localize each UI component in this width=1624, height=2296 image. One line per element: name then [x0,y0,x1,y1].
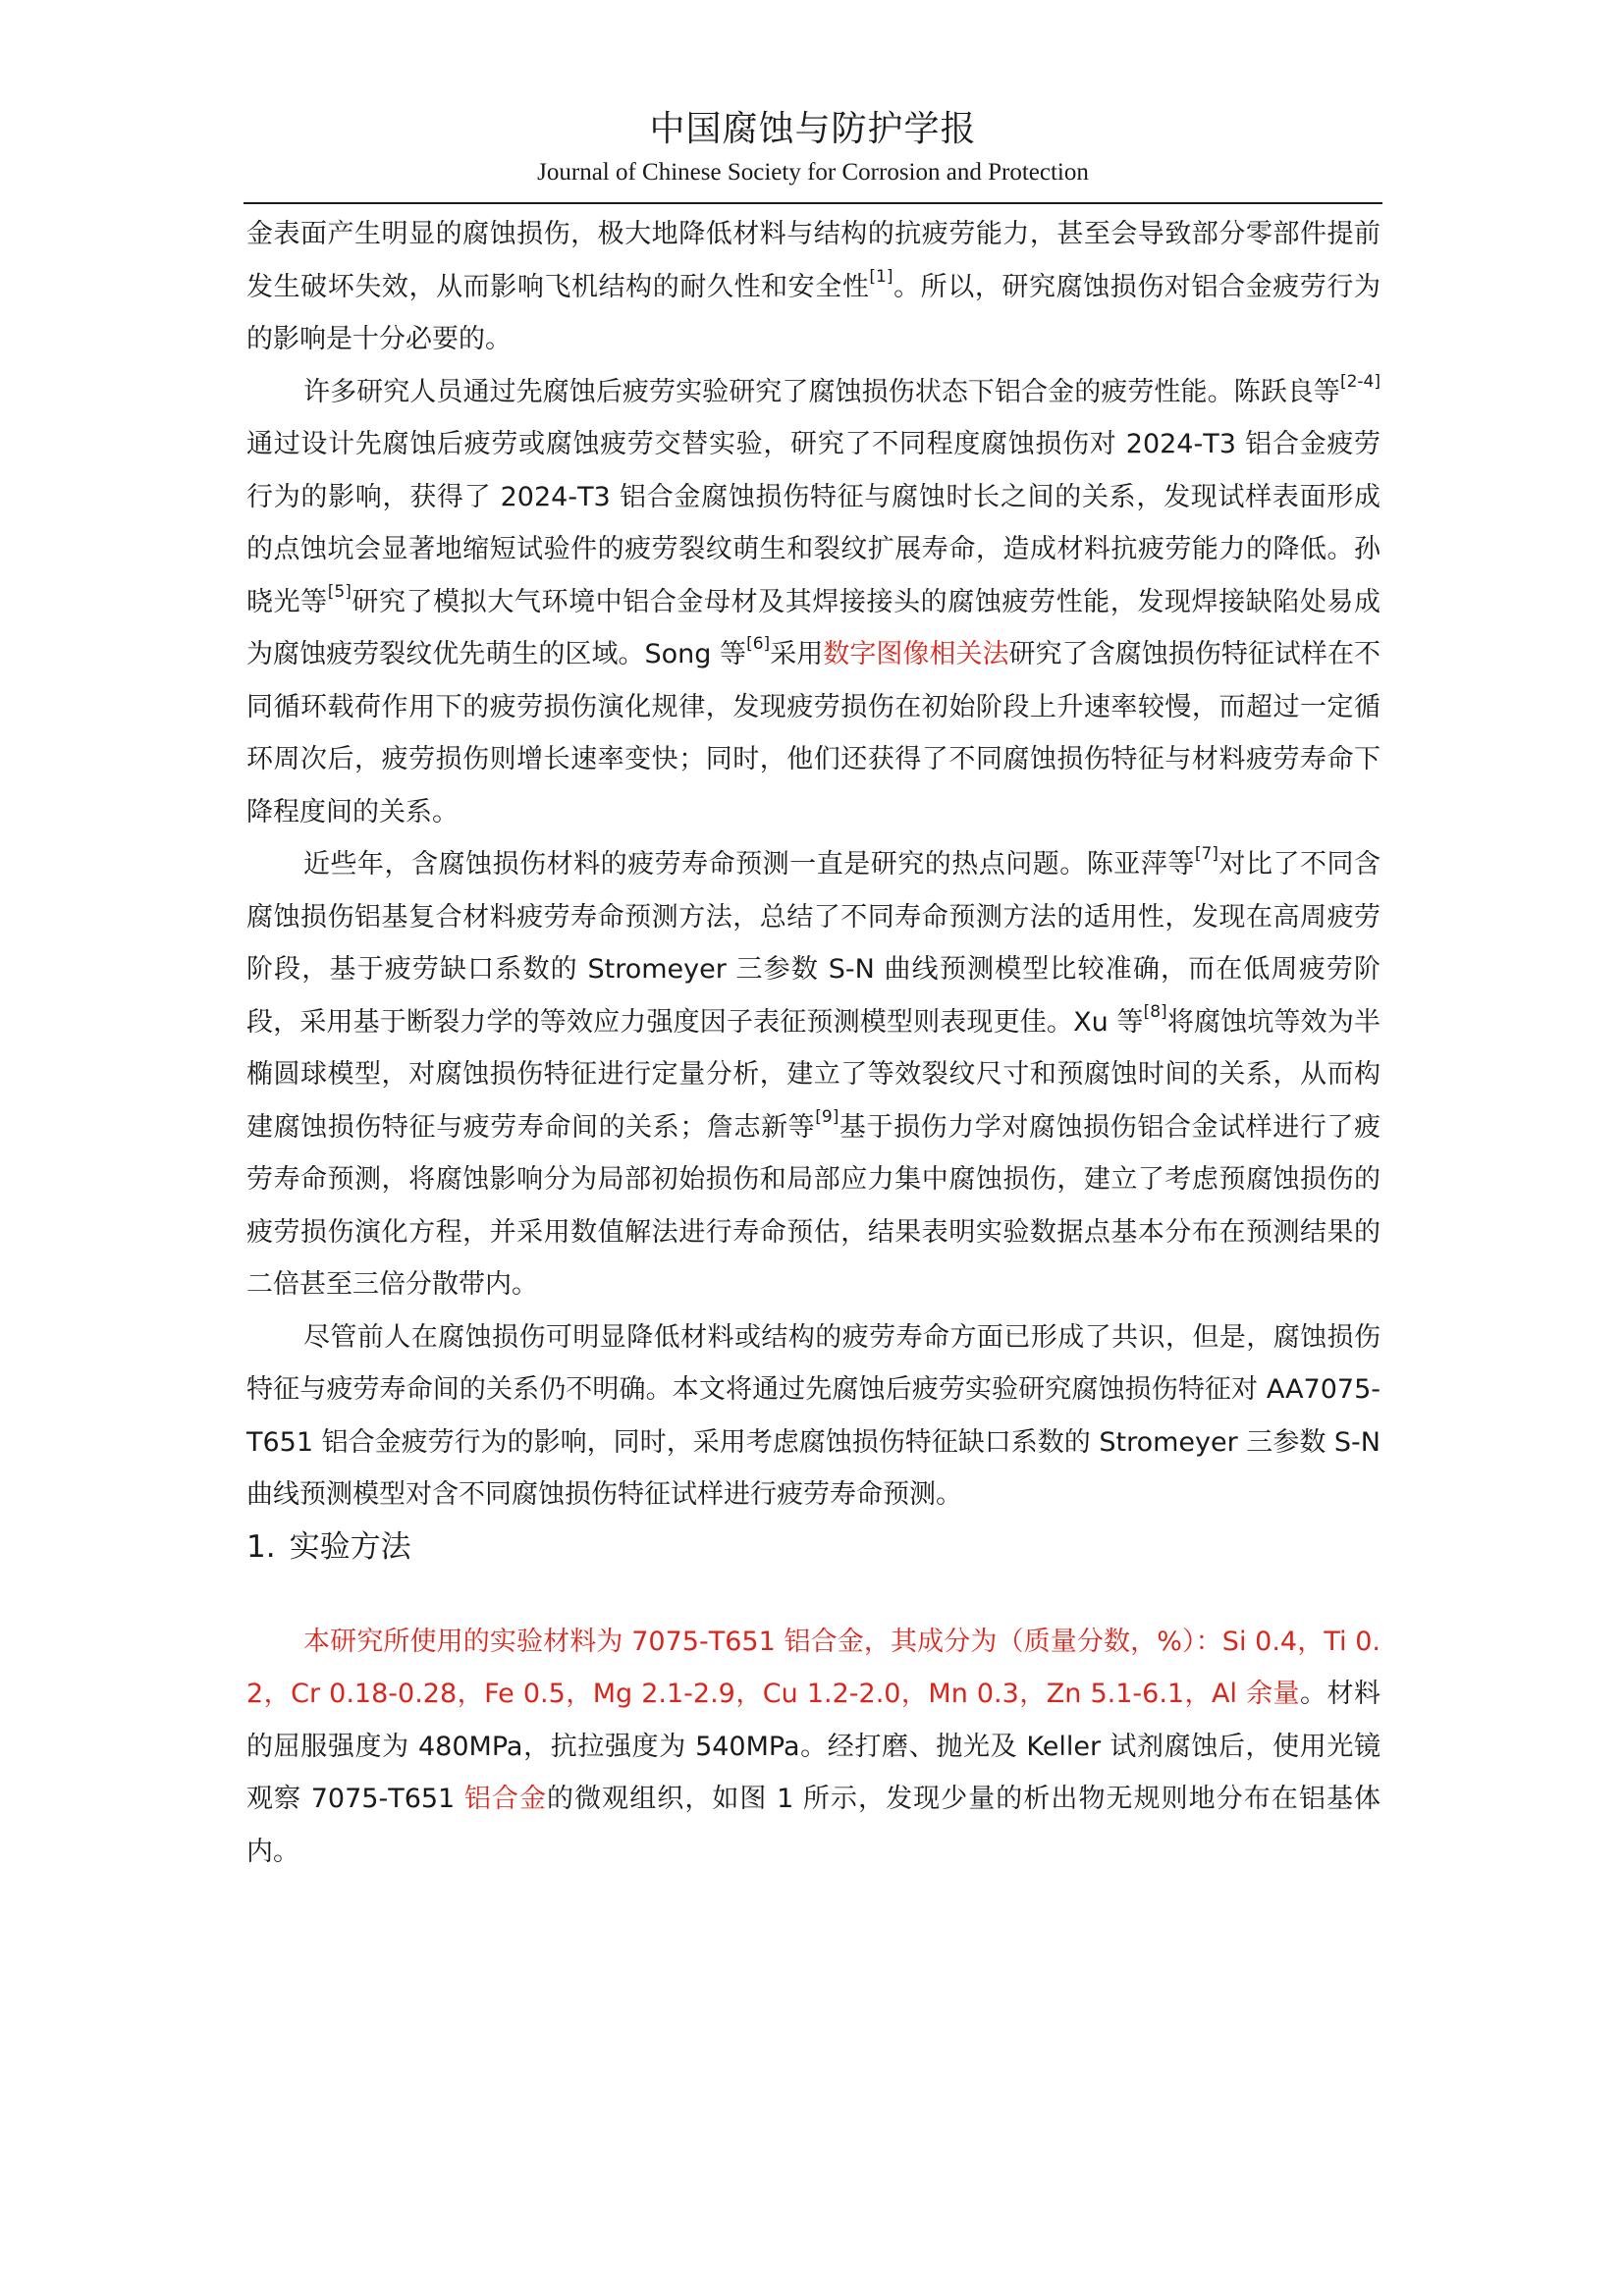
citation-ref[interactable]: [2-4] [1339,371,1380,392]
header-rule [244,202,1382,204]
paragraph-life-prediction: 近些年，含腐蚀损伤材料的疲劳寿命预测一直是研究的热点问题。陈亚萍等[7]对比了不同含腐蚀损伤铝基复合材料疲劳寿命预测方法，总结了不同寿命预测方法的适用性，发现在高周疲劳阶段，基于疲劳缺口系数的 Stromeyer 三参数 S-N 曲线预测模型比较准确，而在低周疲劳阶段，采用基于断裂力学的等效应力强度因子表征预测模型则表现更佳。Xu 等[8]将腐蚀坑等效为半椭圆球模型，对腐蚀损伤特征进行定量分析，建立了等效裂纹尺寸和预腐蚀时间的关系，从而构建腐蚀损伤特征与疲劳寿命间的关系；詹志新等[9]基于损伤力学对腐蚀损伤铝合金试样进行了疲劳寿命预测，将腐蚀影响分为局部初始损伤和局部应力集中腐蚀损伤，建立了考虑预腐蚀损伤的疲劳损伤演化方程，并采用数值解法进行寿命预估，结果表明实验数据点基本分布在预测结果的二倍甚至三倍分散带内。 [246,844,1381,1300]
paragraph-material: 本研究所使用的实验材料为 7075-T651 铝合金，其成分为（质量分数，%）：Si 0.4，Ti 0.2，Cr 0.18-0.28，Fe 0.5，Mg 2.1-2.9，Cu 1.2-2.0，Mn 0.3，Zn 5.1-6.1，Al 余量。材料的屈服强度为 480MPa，抗拉强度为 540MPa。经打磨、抛光及 Keller 试剂腐蚀后，使用光镜观察 7075-T651 铝合金的微观组织，如图 1 所示，发现少量的析出物无规则地分布在铝基体内。 [246,1626,1381,1867]
journal-title-cn: 中国腐蚀与防护学报 [649,109,977,149]
section-heading-methods: 1. 实验方法 [246,1528,411,1565]
citation-ref[interactable]: [7] [1194,844,1218,864]
paragraph-prior-corrosion-fatigue: 许多研究人员通过先腐蚀后疲劳实验研究了腐蚀损伤状态下铝合金的疲劳性能。陈跃良等[2-4]通过设计先腐蚀后疲劳或腐蚀疲劳交替实验，研究了不同程度腐蚀损伤对 2024-T3 铝合金疲劳行为的影响，获得了 2024-T3 铝合金腐蚀损伤特征与腐蚀时长之间的关系，发现试样表面形成的点蚀坑会显著地缩短试验件的疲劳裂纹萌生和裂纹扩展寿命，造成材料抗疲劳能力的降低。孙晓光等[5]研究了模拟大气环境中铝合金母材及其焊接接头的腐蚀疲劳性能，发现焊接缺陷处易成为腐蚀疲劳裂纹优先萌生的区域。Song 等[6]采用数字图像相关法研究了含腐蚀损伤特征试样在不同循环载荷作用下的疲劳损伤演化规律，发现疲劳损伤在初始阶段上升速率较慢，而超过一定循环周次后，疲劳损伤则增长速率变快；同时，他们还获得了不同腐蚀损伤特征与材料疲劳寿命下降程度间的关系。 [246,371,1381,828]
citation-ref[interactable]: [1] [869,266,893,287]
paragraph-objective: 尽管前人在腐蚀损伤可明显降低材料或结构的疲劳寿命方面已形成了共识，但是，腐蚀损伤特征与疲劳寿命间的关系仍不明确。本文将通过先腐蚀后疲劳实验研究腐蚀损伤特征对 AA7075-T651 铝合金疲劳行为的影响，同时，采用考虑腐蚀损伤特征缺口系数的 Stromeyer 三参数 S-N 曲线预测模型对含不同腐蚀损伤特征试样进行疲劳寿命预测。 [246,1321,1380,1510]
highlighted-term: 铝合金 [463,1784,548,1814]
citation-ref[interactable]: [6] [746,634,771,654]
citation-ref[interactable]: [9] [815,1106,839,1127]
running-header [244,106,1382,188]
paragraph-continuation: 金表面产生明显的腐蚀损伤，极大地降低材料与结构的抗疲劳能力，甚至会导致部分零部件提前发生破坏失效，从而影响飞机结构的耐久性和安全性[1]。所以，研究腐蚀损伤对铝合金疲劳行为的影响是十分必要的。 [246,219,1381,354]
citation-ref[interactable]: [8] [1143,1001,1167,1022]
highlighted-composition: 本研究所使用的实验材料为 7075-T651 铝合金，其成分为（质量分数，%）：Si 0.4，Ti 0.2，Cr 0.18-0.28，Fe 0.5，Mg 2.1-2.9，Cu 1.2-2.0，Mn 0.3，Zn 5.1-6.1，Al 余量 [246,1626,1380,1709]
citation-ref[interactable]: [5] [327,581,352,602]
highlighted-term: 数字图像相关法 [823,639,1009,669]
journal-title-en: Journal of Chinese Society for Corrosion and Protection [537,159,1089,186]
article-body [246,208,1380,1878]
